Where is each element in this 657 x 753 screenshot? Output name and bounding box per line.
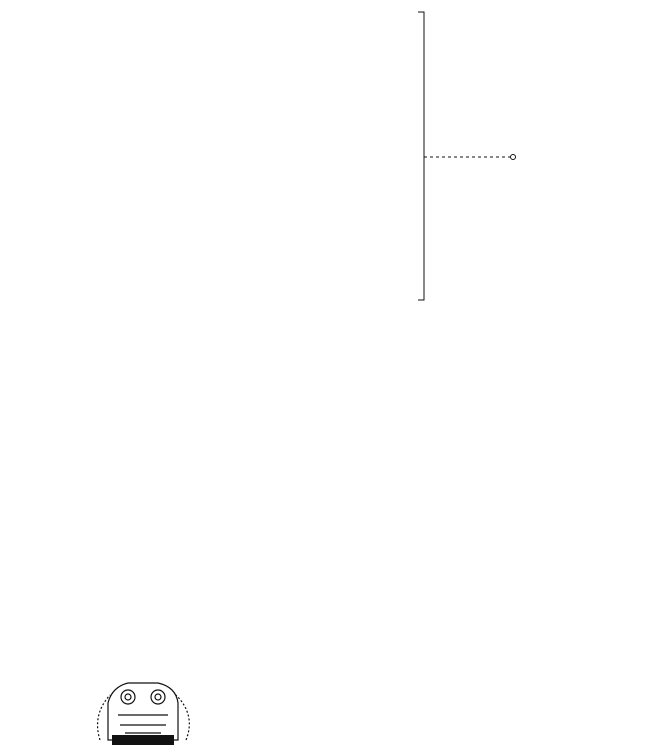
figure-base <box>112 735 174 745</box>
bracket-dot <box>511 155 516 160</box>
bracket <box>418 12 424 300</box>
movement-pattern-diagram <box>0 335 657 753</box>
carved-figure <box>98 683 190 740</box>
magic-square-diagram <box>0 0 657 340</box>
